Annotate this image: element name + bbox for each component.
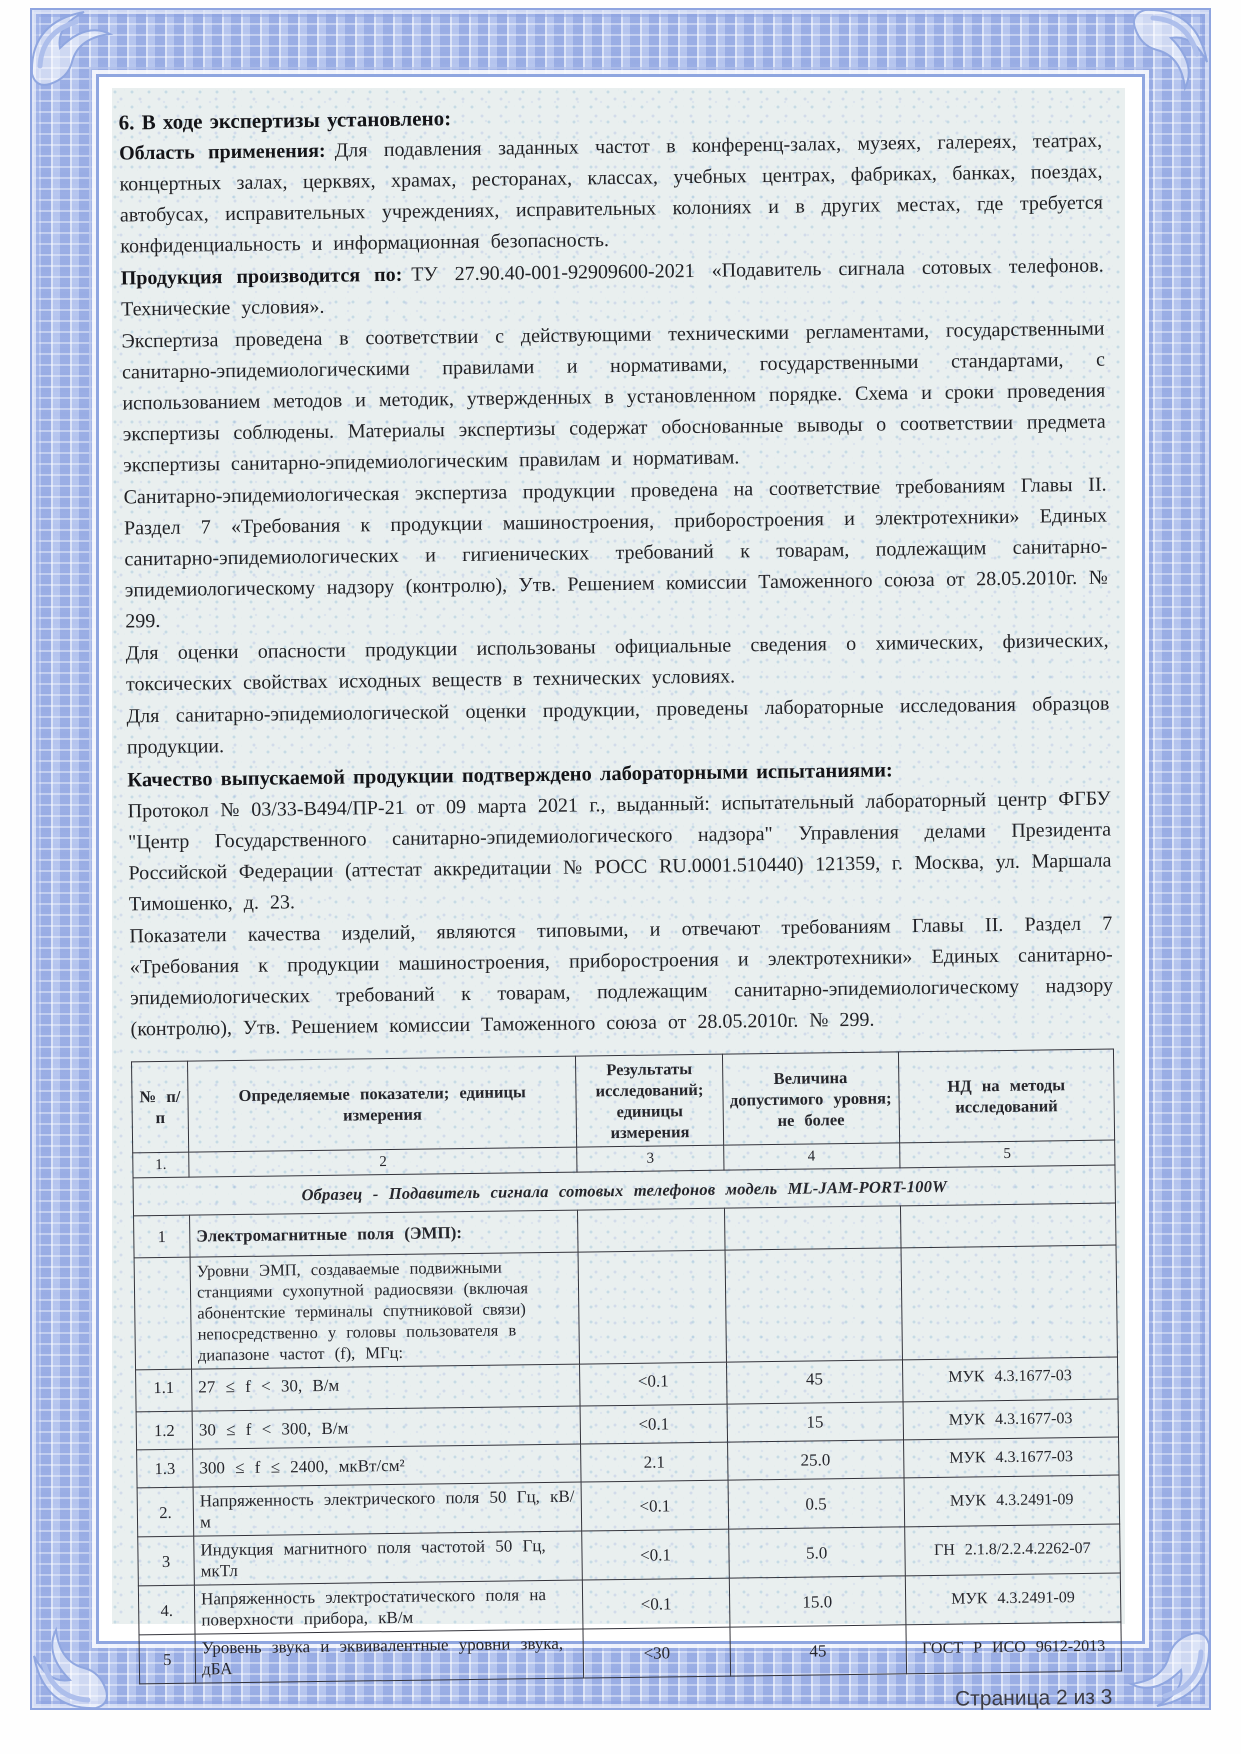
row-result: <30 (583, 1627, 730, 1678)
row-result: 2.1 (581, 1442, 728, 1482)
para-application-lead: Область применения: (118, 139, 326, 165)
row-num: 2. (137, 1487, 194, 1537)
row-limit: 45 (730, 1625, 907, 1676)
row-num: 1 (134, 1215, 191, 1258)
row-method: МУК 4.3.1677-03 (903, 1399, 1119, 1440)
row-limit: 5.0 (728, 1527, 905, 1578)
row-method: МУК 4.3.1677-03 (902, 1357, 1118, 1402)
row-num: 3 (138, 1536, 195, 1586)
column-number: 4 (723, 1143, 899, 1170)
row-indicator: 27 ≤ f < 30, В/м (192, 1364, 581, 1411)
row-method (901, 1245, 1118, 1360)
row-indicator: Уровни ЭМП, создаваемые подвижными станциями сухопутной радиосвязи (включая абонентские терминалы спутниковой связи) непосредственно у головы пользователя в диапазоне частот (f), МГц: (190, 1252, 580, 1369)
row-result: <0.1 (581, 1480, 728, 1531)
para-protocol: Протокол № 03/33-В494/ПР-21 от 09 марта 2021 г., выданный: испытательный лабораторный центр ФГБУ "Центр Государственного санитарно-эпидемиологического надзора" Управления делами Президента Российской Федерации (аттестат аккредитации № РОСС RU.0001.510440) 121359, г. Москва, ул. Маршала Тимошенко, д. 23. (127, 787, 1112, 916)
row-indicator: Электромагнитные поля (ЭМП): (190, 1210, 579, 1257)
row-result: <0.1 (580, 1362, 727, 1406)
row-method (900, 1203, 1116, 1248)
row-limit: 15 (727, 1402, 904, 1442)
header-result: Результаты исследований; единицы измерения (576, 1054, 723, 1147)
column-number: 5 (899, 1140, 1115, 1168)
row-indicator: Напряженность электрического поля 50 Гц, кВ/м (193, 1482, 582, 1536)
header-limit: Величина допустимого уровня; не более (722, 1052, 899, 1145)
row-indicator: 30 ≤ f < 300, В/м (192, 1406, 581, 1449)
results-table (131, 1049, 1122, 1685)
row-limit: 0.5 (728, 1478, 905, 1529)
para-lab: Для санитарно-эпидемиологической оценки продукции, проведены лабораторные исследования образцов продукции. (126, 692, 1110, 759)
row-result (578, 1250, 726, 1364)
sample-label: Образец - Подавитель сигнала сотовых телефонов модель ML-JAM-PORT-100W (133, 1165, 1115, 1216)
row-num: 1.3 (137, 1449, 194, 1488)
para-application-text: Для подавления заданных частот в конференц-залах, музеях, галереях, театрах, концертных залах, церквях, храмах, ресторанах, классах, учебных центрах, фабриках, банках, поездах, автобусах, исправительных учреждениях, исправительных колониях и в других местах, где требуется конфиденциальность и информационная безопасность. (119, 129, 1103, 258)
page-number: Страница 2 из 3 (954, 1685, 1113, 1711)
row-result (578, 1208, 725, 1252)
column-number: 3 (577, 1145, 723, 1172)
row-num: 1.1 (136, 1369, 193, 1412)
row-limit (724, 1206, 901, 1250)
row-num: 5 (139, 1634, 196, 1684)
row-indicator: Напряженность электростатического поля на поверхности прибора, кВ/м (194, 1580, 583, 1634)
row-method: МУК 4.3.2491-09 (904, 1475, 1120, 1527)
section-heading: 6. В ходе экспертизы установлено: (118, 106, 452, 135)
row-indicator: Уровень звука и эквивалентные уровни звука, дБА (195, 1629, 584, 1683)
quality-heading: Качество выпускаемой продукции подтверждено лабораторными испытаниями: (127, 759, 893, 792)
row-result: <0.1 (580, 1404, 727, 1444)
para-sanitary: Санитарно-эпидемиологическая экспертиза продукции проведена на соответствие требованиям Главы II. Раздел 7 «Требования к продукции машиностроения, приборостроения и электротехники» Единых санитарно-эпидемиологических и гигиенических требований к товарам, подлежащим санитарно-эпидемиологическому надзору (контролю), Утв. Решением комиссии Таможенного союза от 28.05.2010г. № 299. (123, 473, 1108, 633)
row-num: 4. (138, 1585, 195, 1635)
row-limit: 25.0 (727, 1440, 904, 1480)
header-method: НД на методы исследований (898, 1049, 1114, 1143)
row-indicator: 300 ≤ f ≤ 2400, мкВт/см² (193, 1444, 582, 1487)
para-production-text: ТУ 27.90.40-001-92909600-2021 «Подавитель сигнала сотовых телефонов. Технические условия». (121, 254, 1104, 321)
row-result: <0.1 (582, 1529, 729, 1580)
row-limit: 15.0 (729, 1576, 906, 1627)
certificate-page (112, 88, 1125, 1711)
para-production-lead: Продукция производится по: (120, 263, 403, 290)
row-limit: 45 (726, 1360, 903, 1404)
para-expertise: Экспертиза проведена в соответствии с действующими техническими регламентами, государственными санитарно-эпидемиологическими правилами и нормативами, государственными стандартами, с использованием методов и методик, утвержденных в установленном порядке. Схема и сроки проведения экспертизы соблюдены. Материалы экспертизы содержат обоснованные выводы о соответствии предмета экспертизы санитарно-эпидемиологическим правилам и нормативам. (121, 317, 1106, 477)
row-num: 1.2 (136, 1411, 193, 1450)
column-number: 2 (189, 1147, 578, 1177)
row-result: <0.1 (583, 1578, 730, 1629)
table-header-row (132, 1049, 1115, 1153)
row-limit (725, 1248, 903, 1362)
row-num (134, 1257, 192, 1370)
para-hazard: Для оценки опасности продукции использованы официальные сведения о химических, физических, токсических свойствах исходных веществ в технических условиях. (125, 629, 1109, 696)
row-method: ГОСТ Р ИСО 9612-2013 (906, 1622, 1122, 1674)
document-body (119, 94, 1123, 1726)
header-indicator: Определяемые показатели; единицы измерения (188, 1056, 578, 1152)
row-method: МУК 4.3.2491-09 (905, 1573, 1121, 1625)
table-row (134, 1245, 1117, 1370)
row-method: МУК 4.3.1677-03 (903, 1437, 1119, 1478)
para-application (119, 126, 1104, 263)
para-production (121, 251, 1105, 326)
row-indicator: Индукция магнитного поля частотой 50 Гц, мкТл (194, 1531, 583, 1585)
column-number: 1. (133, 1152, 189, 1178)
row-method: ГН 2.1.8/2.2.4.2262-07 (904, 1524, 1120, 1576)
header-num: № п/п (132, 1061, 189, 1153)
para-quality-indicators: Показатели качества изделий, являются типовыми, и отвечают требованиям Главы II. Раздел 7 «Требования к продукции машиностроения, приборостроения и электротехники» Единых санитарно-эпидемиологических требований к товарам, подлежащим санитарно-эпидемиологическому надзору (контролю), Утв. Решением комиссии Таможенного союза от 28.05.2010г. № 299. (129, 912, 1114, 1041)
